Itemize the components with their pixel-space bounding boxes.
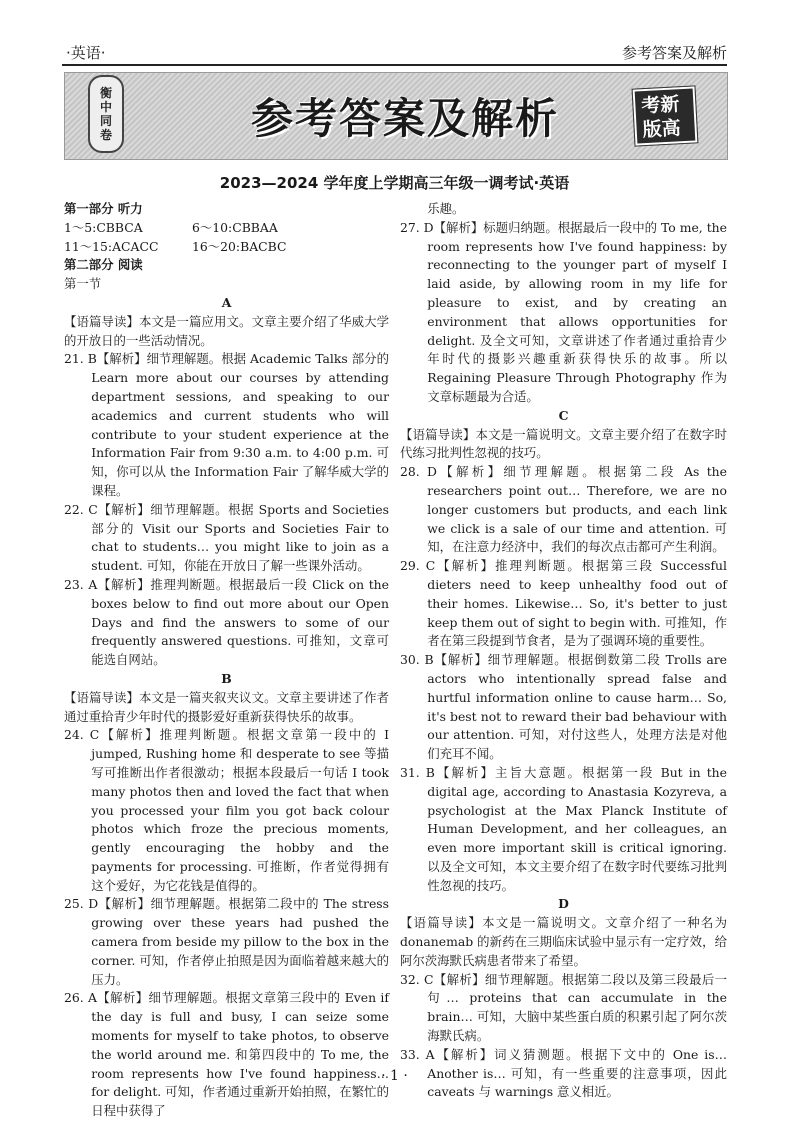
- exam-title: 2023—2024 学年度上学期高三年级一调考试·英语: [219, 174, 570, 192]
- page-number: · 1 ·: [381, 1068, 408, 1084]
- passage-letter: A: [221, 294, 232, 310]
- answer-explanation: 28. D【解析】细节理解题。根据第二段 As the researchers point out… Therefore, we are no longer customers but products, and each link we click is a sale of our time and attention. 可知，在注意力经济中，我们的每次点击都可产生利润。: [400, 464, 727, 555]
- answer-explanation: 24. C【解析】推理判断题。根据文章第一段中的 I jumped, Rushing home 和 desperate to see 等描写可推断出作者很激动；根据本段最后一句话 I took many photos then and loved the fact that when you processed your film you got back colour photos which froze the precious moments, gently encouraging the hobby and the payments for processing. 可推断，作者觉得拥有这个爱好，为它花钱是值得的。: [64, 727, 389, 893]
- seal-char: 中: [99, 100, 112, 114]
- passage-guide: 【语篇导读】本文是一篇说明文。文章主要介绍了在数字时代练习批判性忽视的技巧。: [400, 426, 727, 461]
- answer-continuation: 乐趣。: [427, 201, 465, 216]
- section-heading: 第一部分 听力: [64, 201, 143, 216]
- passage-letter: D: [558, 896, 569, 912]
- subsection-heading: 第一节: [64, 276, 102, 292]
- answer-group: 16～20:BACBC: [192, 238, 287, 254]
- answer-explanation: 33. A【解析】词义猜测题。根据下文中的 One is… Another is… 可知，有一些重要的注意事项，因此 caveats 与 warnings 意义相近。: [400, 1046, 727, 1100]
- passage-guide: 【语篇导读】本文是一篇应用文。文章主要介绍了华威大学的开放日的一些活动情况。: [64, 313, 389, 348]
- passage-letter: C: [558, 407, 569, 423]
- answer-explanation: 26. A【解析】细节理解题。根据文章第三段中的 Even if the day is full and busy, I can seize some moments for myself to take photos, to observe the world around me. 和第四段中的 To me, the room represents how I've found happiness… for delight. 可知，作者通过重新开始拍照，在繁忙的日程中获得了: [64, 990, 389, 1119]
- badge-line: 考新: [640, 93, 680, 118]
- header-subject: ·英语·: [66, 44, 106, 62]
- passage-letter: B: [221, 670, 232, 686]
- listening-answers-row: [64, 219, 389, 238]
- listening-answers-row: [64, 238, 389, 257]
- new-gaokao-badge: [633, 86, 698, 145]
- seal-char: 衡: [99, 86, 112, 100]
- seal-char: 卷: [99, 128, 112, 142]
- seal-logo: [88, 75, 124, 153]
- answer-explanation: 32. C【解析】细节理解题。根据第二段以及第三段最后一句… proteins that can accumulate in the brain… 可知，大脑中某些蛋白质的积累引起了阿尔茨海默氏病。: [400, 971, 727, 1044]
- answer-explanation: 21. B【解析】细节理解题。根据 Academic Talks 部分的 Learn more about our courses by attending department sessions, and speaking to our academics and current students who will contribute to your student experience at the Information Fair from 9:30 a.m. to 4:00 p.m. 可知，你可以从 the Information Fair 了解华威大学的课程。: [64, 351, 389, 498]
- passage-guide: 【语篇导读】本文是一篇夹叙夹议文。文章主要讲述了作者通过重拾青少年时代的摄影爱好重新获得快乐的故事。: [64, 689, 389, 724]
- answer-group: 1～5:CBBCA: [64, 219, 143, 235]
- answer-explanation: 29. C【解析】推理判断题。根据第三段 Successful dieters need to keep unhealthy food out of their homes. Likewise… So, it's better to just keep them out of sight to begin with. 可推知，作者在第三段提到节食者，是为了强调环境的重要性。: [400, 558, 727, 649]
- answer-explanation: 22. C【解析】细节理解题。根据 Sports and Societies 部分的 Visit our Sports and Societies Fair to chat to students… you might like to join as a student. 可知，你能在开放日了解一些课外活动。: [64, 501, 389, 574]
- section-heading: 第二部分 阅读: [64, 257, 143, 273]
- badge-line: 版高: [642, 117, 682, 142]
- banner-title: 参考答案及解析: [250, 94, 559, 143]
- answer-group: 11～15:ACACC: [64, 238, 159, 254]
- left-column: [64, 200, 389, 1121]
- answer-group: 6～10:CBBAA: [192, 219, 278, 235]
- answer-explanation: 30. B【解析】细节理解题。根据倒数第二段 Trolls are actors who intentionally spread false and hurtful information online to cause harm… So, it's best not to reward their bad behaviour with our attention. 可知，对付这些人，处理方法是对他们充耳不闻。: [400, 652, 727, 762]
- answer-explanation: 27. D【解析】标题归纳题。根据最后一段中的 To me, the room represents how I've found happiness: by reconnecting to the younger part of myself I laid aside, by allowing room in my life for pleasure to exist, and by creating an environment that allows opportunities for delight. 及全文可知，文章讲述了作者通过重拾青少年时代的摄影兴趣重新获得快乐的故事。所以 Regaining Pleasure Through Photography 作为文章标题最为合适。: [400, 219, 727, 404]
- header-divider: [62, 64, 727, 66]
- right-column: [400, 200, 727, 1102]
- header-section-title: 参考答案及解析: [621, 44, 727, 62]
- seal-char: 同: [99, 114, 112, 128]
- passage-guide: 【语篇导读】本文是一篇说明文。文章介绍了一种名为 donanemab 的新药在三期临床试验中显示有一定疗效，给阿尔茨海默氏病患者带来了希望。: [400, 915, 727, 968]
- answer-explanation: 23. A【解析】推理判断题。根据最后一段 Click on the boxes below to find out more about our Open Days and find the answers to some of our frequently answered questions. 可推知，文章可能选自网站。: [64, 576, 389, 668]
- answer-explanation: 31. B【解析】主旨大意题。根据第一段 But in the digital age, according to Anastasia Kozyreva, a psychologist at the Max Planck Institute of Human Development, and her colleagues, an even more important skill is critical ignoring. 以及全文可知，本文主要介绍了在数字时代要练习批判性忽视的技巧。: [400, 764, 727, 893]
- answer-explanation: 25. D【解析】细节理解题。根据第二段中的 The stress growing over these years had pushed the camera from beside my pillow to the box in the corner. 可知，作者停止拍照是因为面临着越来越大的压力。: [64, 896, 389, 987]
